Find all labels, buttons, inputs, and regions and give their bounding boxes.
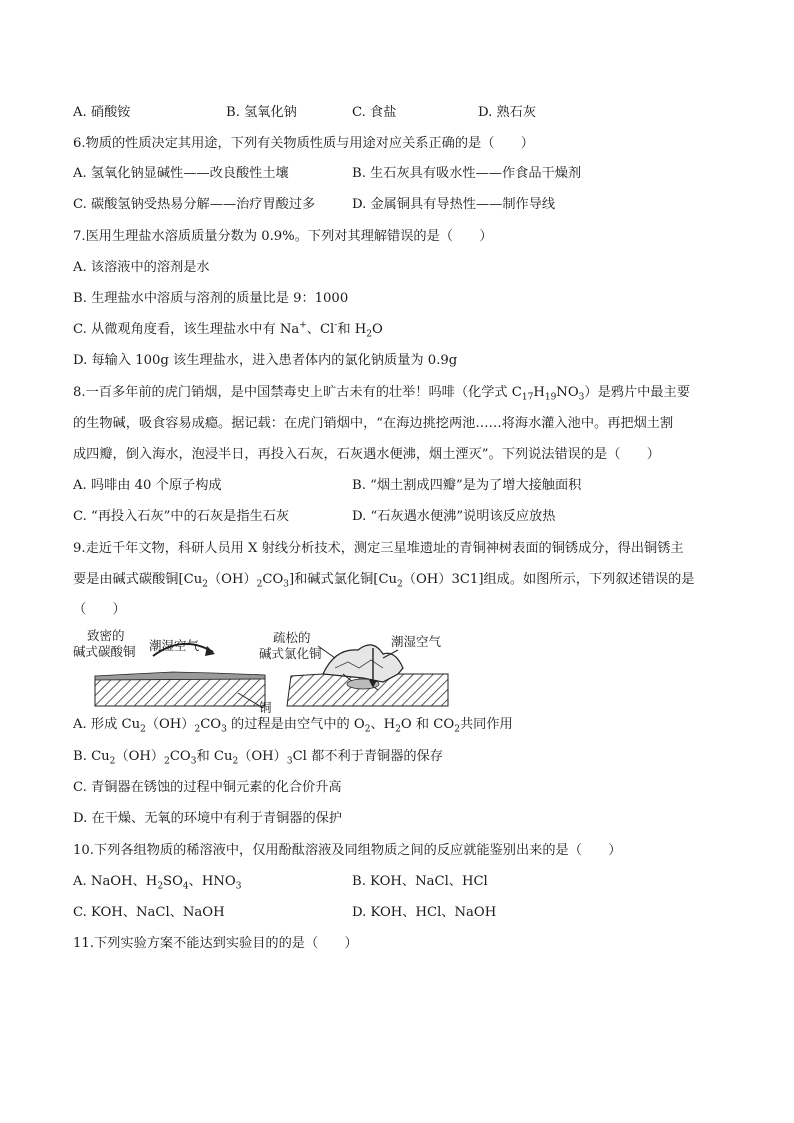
figure-label-loose-2: 碱式氯化铜 xyxy=(259,646,322,661)
q5-option-c: C. 食盐 xyxy=(352,105,397,120)
q9-b-text-3: CO xyxy=(169,749,191,764)
q9-stem-line-1: 9.走近千年文物，科研人员用 X 射线分析技术，测定三星堆遗址的青铜神树表面的铜锈成分，得出铜锈主 xyxy=(73,541,684,556)
left-copper-block xyxy=(95,676,265,706)
q10-option-a xyxy=(73,873,241,891)
q10-option-d: D. KOH、HCl、NaOH xyxy=(352,905,497,920)
q5-option-b: B. 氢氧化钠 xyxy=(226,105,297,120)
q8-option-b: B. “烟土割成四瓣”是为了增大接触面积 xyxy=(352,478,582,493)
q8-l1-sub-1: 17 xyxy=(521,392,534,403)
q9-a-text-2: （OH） xyxy=(145,717,195,732)
q8-stem-line-2: 的生物碱，吸食容易成瘾。据记载：在虎门销烟中，“在海边挑挖两池……将海水灌入池中。再把烟土割 xyxy=(73,416,674,431)
q9-l2-text-3: CO xyxy=(262,572,284,587)
q9-a-sub-6: 2 xyxy=(454,724,460,735)
q9-l2-sub-1: 2 xyxy=(202,579,208,590)
q6-stem: 6.物质的性质决定其用途，下列有关物质性质与用途对应关系正确的是（ ） xyxy=(73,136,534,151)
q9-option-a xyxy=(73,716,513,734)
q9-option-c: C. 青铜器在锈蚀的过程中铜元素的化合价升高 xyxy=(73,780,342,795)
q6-option-a: A. 氢氧化钠显碱性——改良酸性土壤 xyxy=(73,166,289,181)
q7-stem: 7.医用生理盐水溶质质量分数为 0.9%。下列对其理解错误的是（ ） xyxy=(73,229,493,244)
q10-option-b: B. KOH、NaCl、HCl xyxy=(352,874,488,889)
q9-stem-line-2 xyxy=(73,571,694,589)
q9-a-sub-1: 2 xyxy=(140,724,146,735)
q9-option-d: D. 在干燥、无氧的环境中有利于青铜器的保护 xyxy=(73,811,343,826)
q9-b-text-4: 和 Cu xyxy=(196,749,233,764)
q8-stem-line-3: 成四瓣，倒入海水，泡浸半日，再投入石灰，石灰遇水便沸，烟土湮灭”。下列说法错误的是（ ） xyxy=(73,447,660,462)
q9-a-sub-3: 3 xyxy=(221,724,227,735)
q9-b-text-1: B. Cu xyxy=(73,749,110,764)
q8-l1-text-1: 8.一百多年前的虎门销烟，是中国禁毒史上旷古未有的壮举！吗啡（化学式 C xyxy=(73,385,522,400)
figure-label-dense-1: 致密的 xyxy=(87,628,125,643)
q9-a-text-4: 的过程是由空气中的 O xyxy=(226,717,365,732)
q9-l2-text-2: （OH） xyxy=(207,572,257,587)
q10-a-text-2: SO xyxy=(163,874,183,889)
q7-option-c xyxy=(73,321,383,339)
q7-c-text-4: O xyxy=(371,322,383,337)
q9-a-sub-5: 2 xyxy=(395,724,401,735)
figure-label-humid-air-left: 潮湿空气 xyxy=(149,638,200,653)
dense-basic-copper-carbonate-layer xyxy=(95,672,265,680)
q8-l1-text-2: H xyxy=(533,385,545,400)
q9-l2-sub-4: 2 xyxy=(397,579,403,590)
q5-option-a: A. 硝酸铵 xyxy=(73,105,131,120)
q7-option-a: A. 该溶液中的溶剂是水 xyxy=(73,260,210,275)
q8-stem-line-1 xyxy=(73,384,690,402)
q9-a-text-3: CO xyxy=(200,717,222,732)
q9-a-text-7: 共同作用 xyxy=(459,717,513,732)
figure-label-loose-1: 疏松的 xyxy=(273,630,311,645)
q10-a-sub-2: 4 xyxy=(182,881,189,892)
q9-a-sub-2: 2 xyxy=(194,724,201,735)
q9-a-text-5: 、H xyxy=(370,717,396,732)
q9-a-sub-4: 2 xyxy=(364,724,371,735)
q10-a-sub-3: 3 xyxy=(235,881,242,892)
q9-l2-text-1: 要是由碱式碳酸铜[Cu xyxy=(73,572,203,587)
copper-corrosion-figure xyxy=(73,628,453,714)
q7-c-sup-2: - xyxy=(334,320,338,331)
q8-l1-text-3: NO xyxy=(556,385,579,400)
q9-l2-sub-2: 2 xyxy=(256,579,263,590)
q9-b-sub-2: 2 xyxy=(164,756,170,767)
q6-option-c: C. 碳酸氢钠受热易分解——治疗胃酸过多 xyxy=(73,197,316,212)
q9-b-sub-1: 2 xyxy=(109,756,116,767)
q5-option-d: D. 熟石灰 xyxy=(478,105,537,120)
q9-b-sub-3: 3 xyxy=(190,756,197,767)
q7-c-sup-1: + xyxy=(299,320,307,331)
q8-l1-sub-2: 19 xyxy=(544,392,557,403)
q8-option-c: C. “再投入石灰”中的石灰是指生石灰 xyxy=(73,509,290,524)
q6-option-b: B. 生石灰具有吸水性——作食品干燥剂 xyxy=(352,166,582,181)
q8-option-a: A. 吗啡由 40 个原子构成 xyxy=(73,478,222,493)
q7-option-d: D. 每输入 100g 该生理盐水，进入患者体内的氯化钠质量为 0.9g xyxy=(73,353,458,368)
figure-label-humid-air-right: 潮湿空气 xyxy=(391,634,442,649)
q8-l1-text-4: ）是鸦片中最主要 xyxy=(584,385,690,400)
q9-l2-text-4: ]和碱式氯化铜[Cu xyxy=(289,572,398,587)
q10-stem: 10.下列各组物质的稀溶液中，仅用酚酞溶液及同组物质之间的反应就能鉴别出来的是（ ） xyxy=(73,843,622,858)
q10-a-text-1: A. NaOH、H xyxy=(73,874,158,889)
q7-c-sub: 2 xyxy=(366,329,372,340)
q10-a-sub-1: 2 xyxy=(157,881,164,892)
q9-b-text-2: （OH） xyxy=(115,749,165,764)
q6-option-d: D. 金属铜具有导热性——制作导线 xyxy=(352,197,556,212)
q8-option-d: D. “石灰遇水便沸”说明该反应放热 xyxy=(352,509,556,524)
q7-c-text-1: C. 从微观角度看，该生理盐水中有 Na xyxy=(73,322,300,337)
q9-a-text-6: O 和 CO xyxy=(400,717,455,732)
q10-option-c: C. KOH、NaCl、NaOH xyxy=(73,905,225,920)
q9-b-sub-4: 2 xyxy=(232,756,239,767)
q7-c-text-3: 和 H xyxy=(337,322,367,337)
q9-l2-sub-3: 3 xyxy=(283,579,290,590)
q9-l2-text-5: （OH）3C1]组成。如图所示，下列叙述错误的是 xyxy=(402,572,695,587)
q9-stem-line-3: （ ） xyxy=(73,602,126,617)
q8-l1-sub-3: 3 xyxy=(578,392,585,403)
q9-a-text-1: A. 形成 Cu xyxy=(73,717,141,732)
q7-c-text-2: 、Cl xyxy=(306,322,335,337)
q7-option-b: B. 生理盐水中溶质与溶剂的质量比是 9：1000 xyxy=(73,291,349,306)
figure-label-dense-2: 碱式碳酸铜 xyxy=(73,644,136,659)
q11-stem: 11.下列实验方案不能达到实验目的的是（ ） xyxy=(73,936,358,951)
q9-b-text-6: Cl 都不利于青铜器的保存 xyxy=(292,749,443,764)
q9-b-text-5: （OH） xyxy=(238,749,287,764)
q10-a-text-3: 、HNO xyxy=(188,874,236,889)
q9-b-sub-5: 3 xyxy=(286,756,293,767)
figure-label-copper: 铜 xyxy=(259,700,272,714)
q9-option-b xyxy=(73,748,443,766)
